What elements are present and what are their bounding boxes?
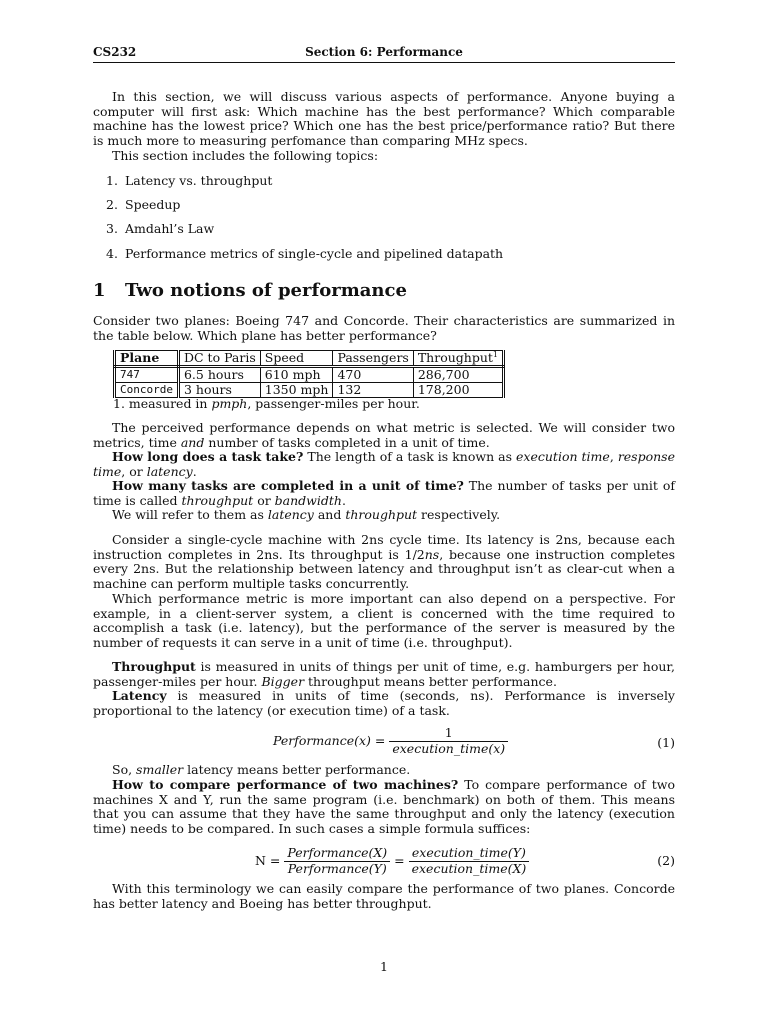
section-heading (93, 280, 407, 302)
text-run: latency means better performance. (183, 762, 411, 777)
list-item (106, 198, 666, 213)
text-run: Which performance metric is more important can also depend on a perspective. For example, in a client-server system, a client is concerned with the time required to accomplish a task (i.e. latency), but the performance of the server is measured by the number of requests it can serve in a unit of time (i.e. throughput). (93, 591, 679, 650)
closing-paragraph (93, 881, 679, 911)
intro-paragraph (93, 89, 679, 148)
text-run: , or (121, 463, 147, 479)
bold-text: How many tasks are completed in a unit of time? (112, 478, 464, 493)
text-run: and (313, 507, 346, 522)
section-title-header: Section 6: Performance (305, 45, 463, 59)
table-cell: 3 hours (178, 383, 260, 398)
equation-2-fraction-2 (409, 846, 530, 876)
table-cell: 178,200 (413, 383, 503, 398)
italic-text: ns (424, 546, 440, 562)
table-row (115, 367, 504, 383)
list-item-number: 4. (106, 246, 118, 261)
table-cell: Concorde (115, 383, 179, 398)
equation-2-numerator-2: execution_time(Y) (409, 846, 530, 862)
list-item-number: 2. (106, 197, 118, 212)
list-item-text: Performance metrics of single-cycle and pipelined datapath (125, 246, 504, 261)
perspective-paragraph (93, 591, 679, 650)
throughput-units-paragraph (93, 659, 679, 689)
equation-number: (1) (657, 735, 675, 750)
text-run: respectively. (417, 507, 501, 522)
planes-intro-paragraph (93, 313, 679, 343)
table-header-cell-throughput (413, 351, 503, 367)
list-item-text: Speedup (125, 197, 181, 212)
text-run: Consider two planes: Boeing 747 and Concorde. Their characteristics are summarized in the table below. Which plane has better performance? (93, 313, 679, 343)
table-footnote (113, 397, 420, 412)
text-run: With this terminology we can easily compare the performance of two planes. Concorde has better latency and Boeing has better throughput. (93, 881, 679, 911)
metrics-paragraph (93, 420, 679, 450)
italic-text: throughput (181, 492, 254, 508)
equation-2-denominator-2: execution_time(X) (411, 860, 527, 876)
section-title: Two notions of performance (125, 280, 407, 301)
text-run: . (341, 492, 346, 508)
italic-text: latency (267, 507, 314, 522)
list-item-number: 3. (106, 221, 118, 236)
text-run: , (609, 449, 618, 464)
text-run: This section includes the following topics: (112, 148, 379, 163)
italic-text: latency (146, 463, 193, 479)
table-cell: 286,700 (413, 367, 503, 383)
italic-text: smaller (136, 762, 184, 777)
bold-text: How to compare performance of two machines? (112, 777, 459, 792)
list-item-text: Amdahl’s Law (125, 221, 215, 236)
italic-text: throughput (345, 507, 418, 522)
equation-2-lhs: N = (255, 852, 281, 868)
single-cycle-paragraph (93, 532, 679, 591)
equation-2-denominator-1: Performance(Y) (287, 860, 387, 876)
text-run: We will refer to them as (112, 507, 268, 522)
bold-text: Latency (112, 688, 167, 703)
text-run: throughput means better performance. (304, 673, 557, 689)
table-header-cell: Plane (115, 351, 179, 367)
table-header-cell: Speed (260, 351, 333, 367)
smaller-latency-line (93, 763, 675, 778)
equation-1-lhs: Performance(x) = (273, 732, 386, 748)
throughput-definition (93, 478, 679, 508)
table-header-cell: Passengers (333, 351, 413, 367)
text-run: The length of a task is known as (303, 449, 517, 464)
footnote-mark: 1 (492, 349, 499, 359)
text-run: or (253, 492, 275, 508)
table-cell: 747 (115, 367, 179, 383)
bold-text: How long does a task take? (112, 449, 304, 464)
latency-units-paragraph (93, 688, 679, 718)
text-run: The number of tasks per unit of time is called (93, 478, 679, 508)
text-run: In this section, we will discuss various aspects of performance. Anyone buying a computer will first ask: Which machine has the best performance? Which comparable machine has the lowest price? Which one has the best price/performance ratio? But there is much more to measuring perfomance than comparing MHz specs. (93, 89, 679, 148)
text-run: . (192, 463, 197, 479)
text-run: is measured in units of time (seconds, ns). Performance is inversely proportional to the latency (or execution time) of a task. (93, 688, 679, 718)
header-rule (93, 62, 675, 63)
intro-topics-lead (93, 149, 675, 164)
text-run: The perceived performance depends on what metric is selected. We will consider two metrics, time (93, 420, 679, 450)
table-cell: 1350 mph (260, 383, 333, 398)
equation-1-numerator: 1 (389, 726, 508, 742)
list-item-text: Latency vs. throughput (125, 173, 273, 188)
section-number: 1 (93, 280, 106, 301)
table-header-cell: DC to Paris (178, 351, 260, 367)
list-item (106, 174, 666, 189)
equation-1-fraction (389, 726, 508, 756)
text-run: Consider a single-cycle machine with 2ns cycle time. Its latency is 2ns, because each instruction completes in 2ns. Its throughput is 1/2 (93, 532, 679, 562)
planes-table (113, 350, 505, 398)
table-header-row (115, 351, 504, 367)
table-cell: 610 mph (260, 367, 333, 383)
list-item (106, 247, 666, 262)
italic-text: and (180, 434, 205, 450)
equation-2-fraction-1 (284, 846, 390, 876)
course-code: CS232 (93, 45, 137, 59)
text-run: , passenger-miles per hour. (247, 396, 420, 411)
text-run: number of tasks completed in a unit of time. (204, 434, 490, 450)
table-cell: 6.5 hours (178, 367, 260, 383)
equation-1-denominator: execution_time(x) (392, 740, 506, 756)
running-header (93, 45, 675, 61)
equation-number: (2) (657, 853, 675, 868)
italic-text: pmph (211, 396, 248, 411)
table-header-cell: Throughput (417, 350, 493, 365)
text-run: So, (112, 762, 137, 777)
table-cell: 132 (333, 383, 413, 398)
text-run: 1. measured in (113, 396, 212, 411)
terminology-note (93, 508, 675, 523)
italic-text: execution time (516, 449, 610, 464)
italic-text: bandwidth (274, 492, 342, 508)
italic-text: response time (93, 449, 679, 479)
bold-text: Throughput (112, 659, 196, 674)
list-item (106, 222, 666, 237)
latency-definition (93, 449, 679, 479)
text-run: To compare performance of two machines X and Y, run the same program (i.e. benchmark) on both of them. This means that you can assume that they have the same throughput and only the latency (execution time) needs to be compared. In such cases a simple formula suffices: (93, 777, 679, 836)
equation-2-equals: = (394, 852, 405, 868)
page-number: 1 (380, 959, 388, 974)
text-run: , because one instruction completes every 2ns. But the relationship between latency and throughput isn’t as clear-cut when a machine can perform multiple tasks concurrently. (93, 546, 679, 591)
equation-1-body (273, 726, 508, 756)
compare-machines-paragraph (93, 777, 679, 836)
italic-text: Bigger (261, 673, 305, 689)
table-cell: 470 (333, 367, 413, 383)
text-run: is measured in units of things per unit of time, e.g. hamburgers per hour, passenger-miles per hour. (93, 659, 679, 689)
equation-2-body (255, 846, 529, 876)
list-item-number: 1. (106, 173, 118, 188)
equation-2-numerator-1: Performance(X) (284, 846, 390, 862)
